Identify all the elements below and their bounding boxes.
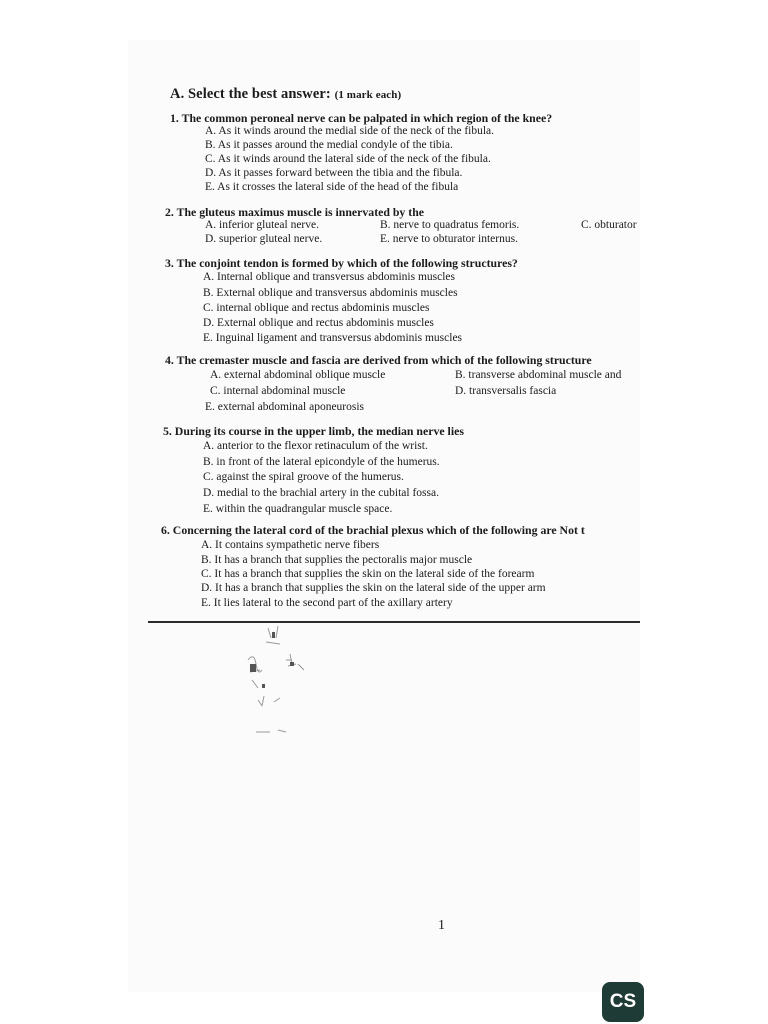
question-1-option-c: C. As it winds around the lateral side of the neck of the fibula. xyxy=(205,153,491,165)
question-6-stem: 6. Concerning the lateral cord of the brachial plexus which of the following are Not t xyxy=(161,523,585,537)
question-5-option-d: D. medial to the brachial artery in the cubital fossa. xyxy=(203,487,439,499)
question-2-option-c: C. obturator xyxy=(581,219,637,231)
question-5-stem: 5. During its course in the upper limb, the median nerve lies xyxy=(163,424,464,438)
question-1-option-e: E. As it crosses the lateral side of the head of the fibula xyxy=(205,181,459,193)
question-1-option-b: B. As it passes around the medial condyle of the tibia. xyxy=(205,139,453,151)
question-2-option-e: E. nerve to obturator internus. xyxy=(380,233,518,245)
section-heading xyxy=(170,86,401,103)
section-title: A. Select the best answer: xyxy=(170,86,331,102)
question-6-option-a: A. It contains sympathetic nerve fibers xyxy=(201,539,380,551)
question-1-option-a: A. As it winds around the medial side of the neck of the fibula. xyxy=(205,125,495,137)
camscanner-logo-icon: CS xyxy=(602,982,644,1022)
question-2-option-b: B. nerve to quadratus femoris. xyxy=(380,219,520,231)
question-1-option-d: D. As it passes forward between the tibia and the fibula. xyxy=(205,167,463,179)
question-4-option-b: B. transverse abdominal muscle and xyxy=(455,369,622,381)
question-3-option-a: A. Internal oblique and transversus abdominis muscles xyxy=(203,271,455,283)
question-6-option-b: B. It has a branch that supplies the pectoralis major muscle xyxy=(201,554,473,566)
question-5-option-e: E. within the quadrangular muscle space. xyxy=(203,503,393,515)
question-2-stem: 2. The gluteus maximus muscle is innervated by the xyxy=(165,205,425,219)
question-4-option-c: C. internal abdominal muscle xyxy=(210,385,346,397)
question-4-option-a: A. external abdominal oblique muscle xyxy=(210,369,386,381)
question-1-stem: 1. The common peroneal nerve can be palpated in which region of the knee? xyxy=(170,111,553,125)
question-2-option-a: A. inferior gluteal nerve. xyxy=(205,219,319,231)
question-5-option-c: C. against the spiral groove of the humerus. xyxy=(203,471,404,483)
question-6-option-c: C. It has a branch that supplies the skin on the lateral side of the forearm xyxy=(201,568,535,580)
question-3-option-b: B. External oblique and transversus abdominis muscles xyxy=(203,287,458,299)
question-4-option-d: D. transversalis fascia xyxy=(455,385,557,397)
marks-note: (1 mark each) xyxy=(334,89,402,101)
question-3-option-c: C. internal oblique and rectus abdominis muscles xyxy=(203,302,430,314)
question-6-option-d: D. It has a branch that supplies the skin on the lateral side of the upper arm xyxy=(201,582,546,594)
handwriting-marks xyxy=(238,620,338,740)
question-6-option-e: E. It lies lateral to the second part of the axillary artery xyxy=(201,597,453,609)
question-4-option-e: E. external abdominal aponeurosis xyxy=(205,401,365,413)
question-3-stem: 3. The conjoint tendon is formed by which of the following structures? xyxy=(165,256,518,270)
question-2-option-d: D. superior gluteal nerve. xyxy=(205,233,323,245)
question-5-option-a: A. anterior to the flexor retinaculum of the wrist. xyxy=(203,440,428,452)
page-number: 1 xyxy=(438,918,445,933)
question-4-stem: 4. The cremaster muscle and fascia are derived from which of the following structure xyxy=(165,353,592,367)
question-5-option-b: B. in front of the lateral epicondyle of the humerus. xyxy=(203,456,440,468)
question-3-option-d: D. External oblique and rectus abdominis muscles xyxy=(203,317,434,329)
horizontal-rule xyxy=(148,621,640,623)
question-3-option-e: E. Inguinal ligament and transversus abdominis muscles xyxy=(203,332,463,344)
